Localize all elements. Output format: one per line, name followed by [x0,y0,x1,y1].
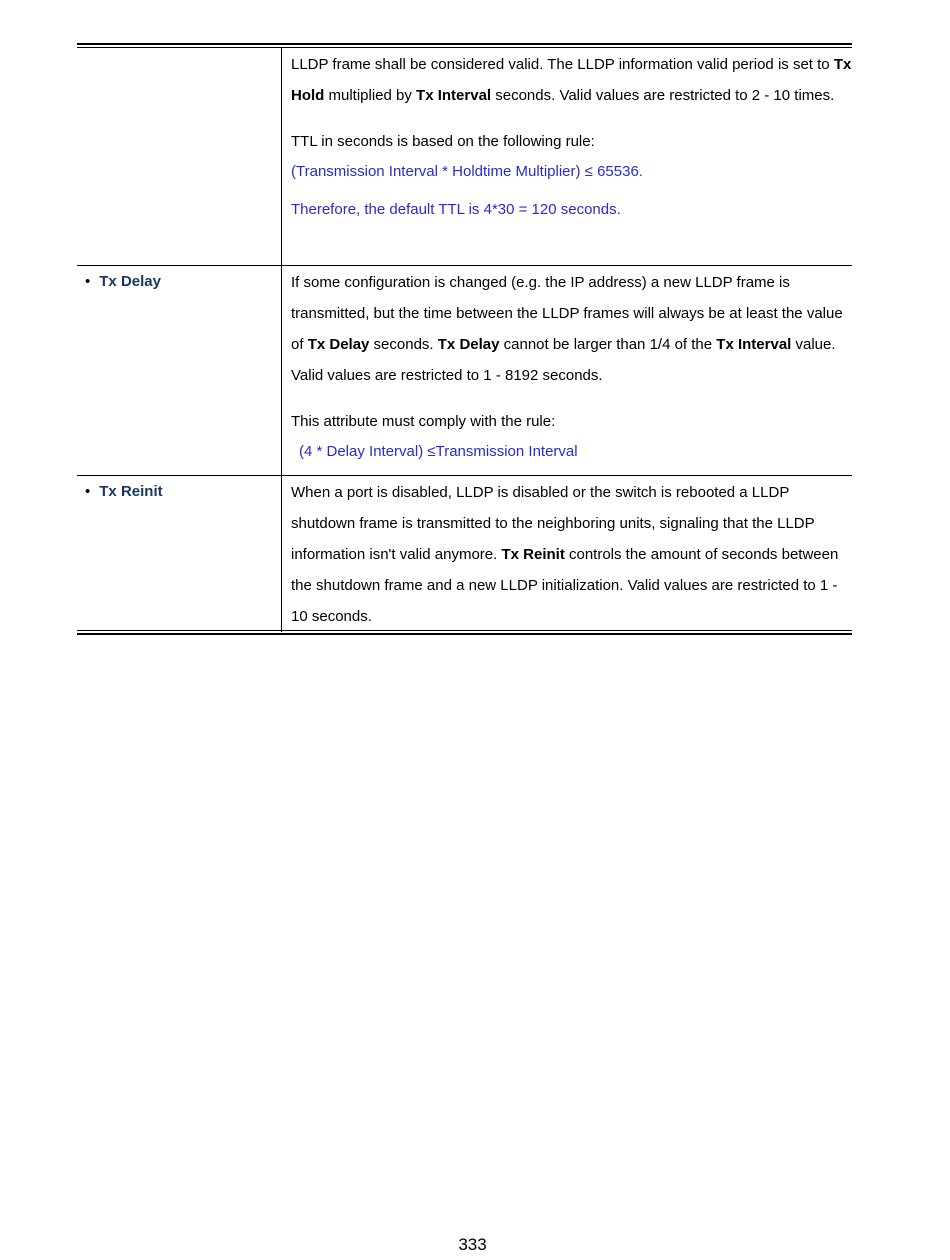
bold-term: Tx Delay [307,336,370,353]
description-paragraph: TTL in seconds is based on the following rule: [291,133,595,150]
param-name [85,482,163,502]
table-row [77,476,852,632]
bold-term: Tx Hold [291,56,852,104]
bullet-icon: • [85,273,91,290]
text-run: multiplied by [324,87,417,104]
text-run: seconds. [369,336,438,353]
page-number: 333 [458,1235,487,1254]
bullet-icon: • [85,483,91,500]
param-name-cell [77,476,282,632]
description-cell [282,476,852,632]
formula-text: Therefore, the default TTL is 4*30 = 120 seconds. [291,201,621,218]
formula-text: (4 * Delay Interval) ≤Transmission Interval [299,443,578,460]
text-run: LLDP frame shall be considered valid. The LLDP information valid period is set to [291,56,834,73]
bold-term: Tx Interval [416,87,492,104]
table-top-rule [77,43,852,45]
param-name [85,272,161,292]
param-name-label: Tx Reinit [99,483,163,500]
text-run: When a port is disabled, LLDP is disabled or the switch is rebooted a LLDP shutdown frame is transmitted to the neighboring units, signaling that the LLDP information isn't valid anymore. [291,484,815,563]
table-row [77,48,852,266]
text-run: value. Valid values are restricted to 1 - 8192 seconds. [291,336,836,384]
bold-term: Tx Delay [437,336,500,353]
param-name-label: Tx Delay [99,273,161,290]
parameter-table [77,48,852,632]
bold-term: Tx Reinit [501,546,565,563]
table-bottom-rule [77,633,852,635]
text-run: cannot be larger than 1/4 of the [499,336,717,353]
description-paragraph [291,49,852,111]
text-run: seconds. Valid values are restricted to 2 - 10 times. [491,87,835,104]
description-cell [282,48,852,265]
bold-term: Tx Interval [716,336,792,353]
formula-text: (Transmission Interval * Holdtime Multiplier) ≤ 65536. [291,163,643,180]
description-paragraph [291,267,852,391]
text-run: controls the amount of seconds between the shutdown frame and a new LLDP initialization. Valid values are restricted to 1 - 10 seconds. [291,546,839,625]
description-paragraph [291,477,852,632]
table-bottom-rule-inner [77,630,852,631]
description-paragraph: This attribute must comply with the rule: [291,413,556,430]
text-run: If some configuration is changed (e.g. the IP address) a new LLDP frame is transmitted, but the time between the LLDP frames will always be at least the value of [291,274,843,353]
description-cell [282,266,852,475]
param-name-cell [77,266,282,475]
table-row [77,266,852,476]
param-name-cell [77,48,282,265]
